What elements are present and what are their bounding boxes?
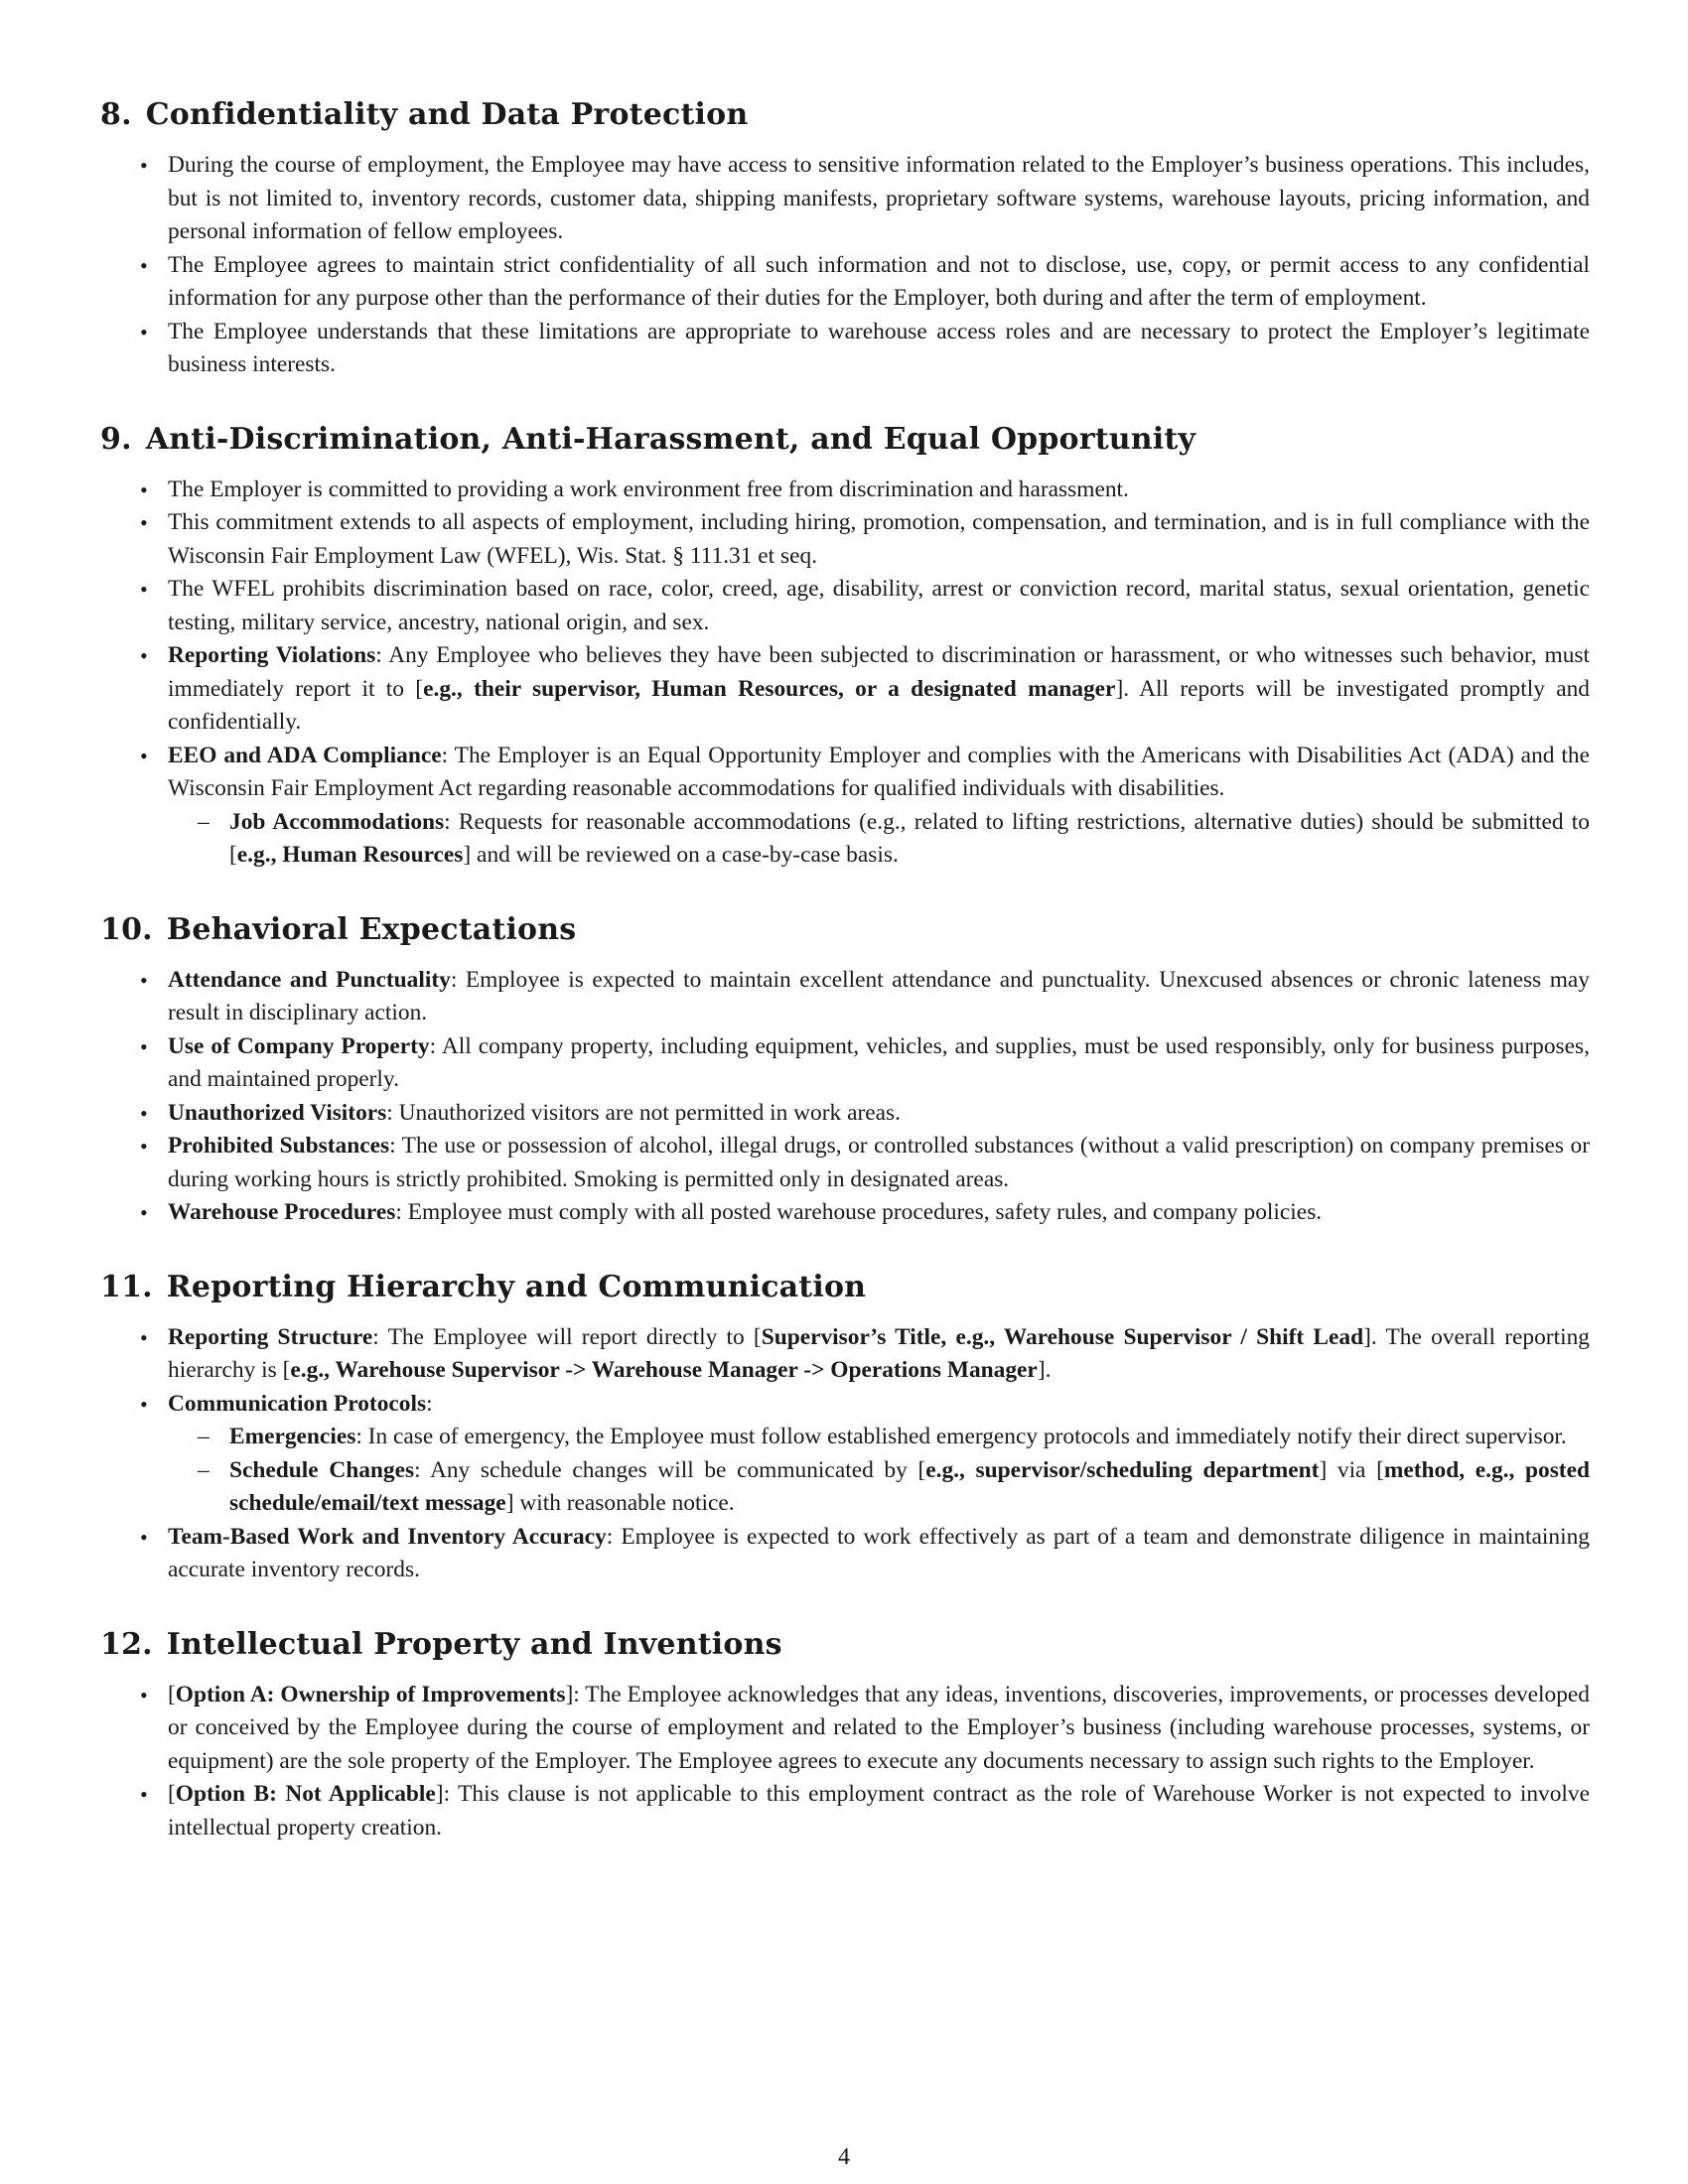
- bullet-list: [100, 149, 1590, 382]
- text-run: The WFEL prohibits discrimination based on race, color, creed, age, disability, arrest or conviction record, marital status, sexual orientation, genetic testing, military service, ancestry, national origin, and sex.: [168, 576, 1590, 635]
- section-title: Behavioral Expectations: [166, 911, 577, 947]
- bold-text: Schedule Changes: [229, 1456, 415, 1483]
- sub-list-item: [168, 806, 1590, 873]
- bold-text: Use of Company Property: [168, 1032, 430, 1059]
- text-run: : Unauthorized visitors are not permitted in work areas.: [386, 1099, 901, 1126]
- list-item: [100, 1778, 1590, 1844]
- list-item: [100, 316, 1590, 382]
- section-title: Reporting Hierarchy and Communication: [166, 1269, 867, 1304]
- bullet-icon: •: [140, 743, 148, 768]
- text-run: : Employee is expected to work effectively as part of a team and demonstrate diligence in maintaining accurate inventory records.: [168, 1523, 1591, 1582]
- bullet-icon: •: [140, 153, 148, 178]
- page-number: 4: [838, 2144, 850, 2170]
- list-item: [100, 1030, 1590, 1097]
- bold-text: Supervisor’s Title, e.g., Warehouse Supervisor / Shift Lead: [761, 1323, 1364, 1350]
- text-run: : In case of emergency, the Employee must follow established emergency protocols and immediately notify their direct supervisor.: [355, 1424, 1567, 1449]
- text-run: : Requests for reasonable accommodations (e.g., related to lifting restrictions, alternative duties) should be submitted to [: [229, 808, 1590, 868]
- text-run: During the course of employment, the Employee may have access to sensitive information related to the Employer’s business operations. This includes, but is not limited to, inventory records, customer data, shipping manifests, proprietary software systems, warehouse layouts, pricing information, and personal information of fellow employees.: [168, 152, 1590, 244]
- bullet-list: [100, 964, 1590, 1230]
- list-item: [100, 506, 1590, 573]
- list-item: [100, 474, 1590, 507]
- dash-icon: –: [198, 1456, 210, 1483]
- section: [100, 910, 1590, 1230]
- bullet-icon: •: [140, 1682, 148, 1707]
- section-title: Anti-Discrimination, Anti-Harassment, and Equal Opportunity: [145, 421, 1196, 457]
- bullet-icon: •: [140, 319, 148, 344]
- section-number: 10.: [100, 911, 153, 947]
- bullet-icon: •: [140, 477, 148, 502]
- text-run: : All company property, including equipment, vehicles, and supplies, must be used responsibly, only for business purposes, and maintained properly.: [168, 1032, 1590, 1092]
- bullet-list: [100, 474, 1590, 873]
- sub-list: [168, 806, 1590, 873]
- bold-text: Team-Based Work and Inventory Accuracy: [168, 1523, 607, 1550]
- text-run: : The Employee will report directly to [: [372, 1323, 762, 1350]
- text-run: ].: [1037, 1357, 1052, 1383]
- list-item: [100, 740, 1590, 873]
- text-run: [: [168, 1681, 176, 1707]
- bold-text: e.g., supervisor/scheduling department: [925, 1456, 1320, 1483]
- section-number: 12.: [100, 1626, 153, 1662]
- section-heading: [100, 1625, 1590, 1665]
- bold-text: EEO and ADA Compliance: [168, 742, 442, 768]
- section: [100, 420, 1590, 873]
- document-body: [100, 95, 1590, 1882]
- list-item: [100, 1321, 1590, 1388]
- section-heading: [100, 420, 1590, 460]
- list-item: [100, 639, 1590, 740]
- list-item: [100, 573, 1590, 639]
- text-run: : Employee is expected to maintain excellent attendance and punctuality. Unexcused absences or chronic lateness may result in disciplinary action.: [168, 966, 1590, 1025]
- section-number: 8.: [100, 97, 132, 132]
- bullet-icon: •: [140, 1100, 148, 1126]
- bold-text: e.g., Human Resources: [236, 842, 464, 868]
- bold-text: Unauthorized Visitors: [168, 1099, 387, 1126]
- bold-text: Reporting Violations: [168, 642, 376, 668]
- bullet-icon: •: [140, 1524, 148, 1550]
- list-item: [100, 1521, 1590, 1587]
- bold-text: Option A: Ownership of Improvements: [175, 1681, 566, 1707]
- section-title: Confidentiality and Data Protection: [145, 97, 749, 132]
- bullet-icon: •: [140, 252, 148, 278]
- text-run: ]: The Employee acknowledges that any ideas, inventions, discoveries, improvements, or processes developed or conceived by the Employee during the course of employment and related to the Employer’s business (including warehouse processes, systems, or equipment) are the sole property of the Employer. The Employee agrees to execute any documents necessary to assign such rights to the Employer.: [168, 1681, 1590, 1774]
- bold-text: e.g., Warehouse Supervisor -> Warehouse Manager -> Operations Manager: [290, 1357, 1038, 1383]
- bold-text: Communication Protocols: [168, 1390, 427, 1417]
- bullet-list: [100, 1679, 1590, 1845]
- bullet-icon: •: [140, 967, 148, 993]
- section: [100, 1268, 1590, 1587]
- section-heading: [100, 95, 1590, 135]
- bullet-icon: •: [140, 1200, 148, 1225]
- sub-list-item: [168, 1454, 1590, 1521]
- bullet-icon: •: [140, 577, 148, 602]
- text-run: The Employee understands that these limitations are appropriate to warehouse access roles and are necessary to protect the Employer’s legitimate business interests.: [168, 318, 1590, 377]
- text-run: ] and will be reviewed on a case-by-case basis.: [463, 842, 899, 868]
- bullet-icon: •: [140, 643, 148, 668]
- bold-text: Reporting Structure: [168, 1323, 373, 1350]
- text-run: ]: This clause is not applicable to this employment contract as the role of Warehouse Worker is not expected to involve intellectual property creation.: [168, 1781, 1590, 1841]
- list-item: [100, 149, 1590, 249]
- section-title: Intellectual Property and Inventions: [166, 1626, 782, 1662]
- text-run: ]. The overall reporting hierarchy is [: [168, 1323, 1590, 1383]
- section-heading: [100, 1268, 1590, 1307]
- dash-icon: –: [198, 1424, 210, 1449]
- list-item: [100, 1097, 1590, 1131]
- sub-list: [168, 1421, 1590, 1521]
- text-run: ]. All reports will be investigated promptly and confidentially.: [168, 675, 1591, 735]
- bold-text: Warehouse Procedures: [168, 1199, 396, 1225]
- list-item: [100, 1196, 1590, 1230]
- text-run: : The Employer is an Equal Opportunity Employer and complies with the Americans with Disabilities Act (ADA) and the Wisconsin Fair Employment Act regarding reasonable accommodations for qualified individuals with disabilities.: [168, 742, 1590, 801]
- section: [100, 95, 1590, 382]
- section-number: 9.: [100, 421, 132, 457]
- section-number: 11.: [100, 1269, 153, 1304]
- bullet-icon: •: [140, 510, 148, 535]
- bullet-icon: •: [140, 1033, 148, 1059]
- text-run: This commitment extends to all aspects of employment, including hiring, promotion, compensation, and termination, and is in full compliance with the Wisconsin Fair Employment Law (WFEL), Wis. Stat. § 111.31 et seq.: [168, 509, 1590, 569]
- bold-text: Emergencies: [229, 1424, 356, 1449]
- text-run: ] via [: [1319, 1456, 1384, 1483]
- text-run: : Any Employee who believes they have been subjected to discrimination or harassment, or who witnesses such behavior, must immediately report it to [: [168, 642, 1590, 702]
- text-run: [: [168, 1781, 176, 1807]
- list-item: [100, 249, 1590, 316]
- text-run: : The use or possession of alcohol, illegal drugs, or controlled substances (without a valid prescription) on company premises or during working hours is strictly prohibited. Smoking is permitted only in designated areas.: [168, 1133, 1590, 1192]
- bold-text: Attendance and Punctuality: [168, 966, 451, 993]
- list-item: [100, 1130, 1590, 1196]
- section: [100, 1625, 1590, 1845]
- bold-text: Prohibited Substances: [168, 1133, 390, 1159]
- text-run: :: [426, 1390, 433, 1417]
- bold-text: Job Accommodations: [229, 808, 445, 835]
- bullet-icon: •: [140, 1324, 148, 1350]
- bullet-icon: •: [140, 1391, 148, 1417]
- bold-text: Option B: Not Applicable: [175, 1781, 436, 1807]
- text-run: : Employee must comply with all posted warehouse procedures, safety rules, and company policies.: [395, 1199, 1323, 1225]
- sub-list-item: [168, 1421, 1590, 1454]
- text-run: The Employer is committed to providing a work environment free from discrimination and harassment.: [168, 476, 1129, 502]
- bold-text: e.g., their supervisor, Human Resources, or a designated manager: [423, 675, 1116, 702]
- list-item: [100, 1679, 1590, 1779]
- bullet-icon: •: [140, 1134, 148, 1159]
- text-run: ] with reasonable notice.: [505, 1490, 735, 1516]
- list-item: [100, 964, 1590, 1030]
- bold-text: method, e.g., posted schedule/email/text message: [229, 1456, 1590, 1516]
- bullet-icon: •: [140, 1782, 148, 1807]
- list-item: [100, 1388, 1590, 1521]
- dash-icon: –: [198, 808, 210, 835]
- text-run: : Any schedule changes will be communicated by [: [414, 1456, 926, 1483]
- section-heading: [100, 910, 1590, 950]
- bullet-list: [100, 1321, 1590, 1587]
- text-run: The Employee agrees to maintain strict confidentiality of all such information and not to disclose, use, copy, or permit access to any confidential information for any purpose other than the performance of their duties for the Employer, both during and after the term of employment.: [168, 251, 1590, 311]
